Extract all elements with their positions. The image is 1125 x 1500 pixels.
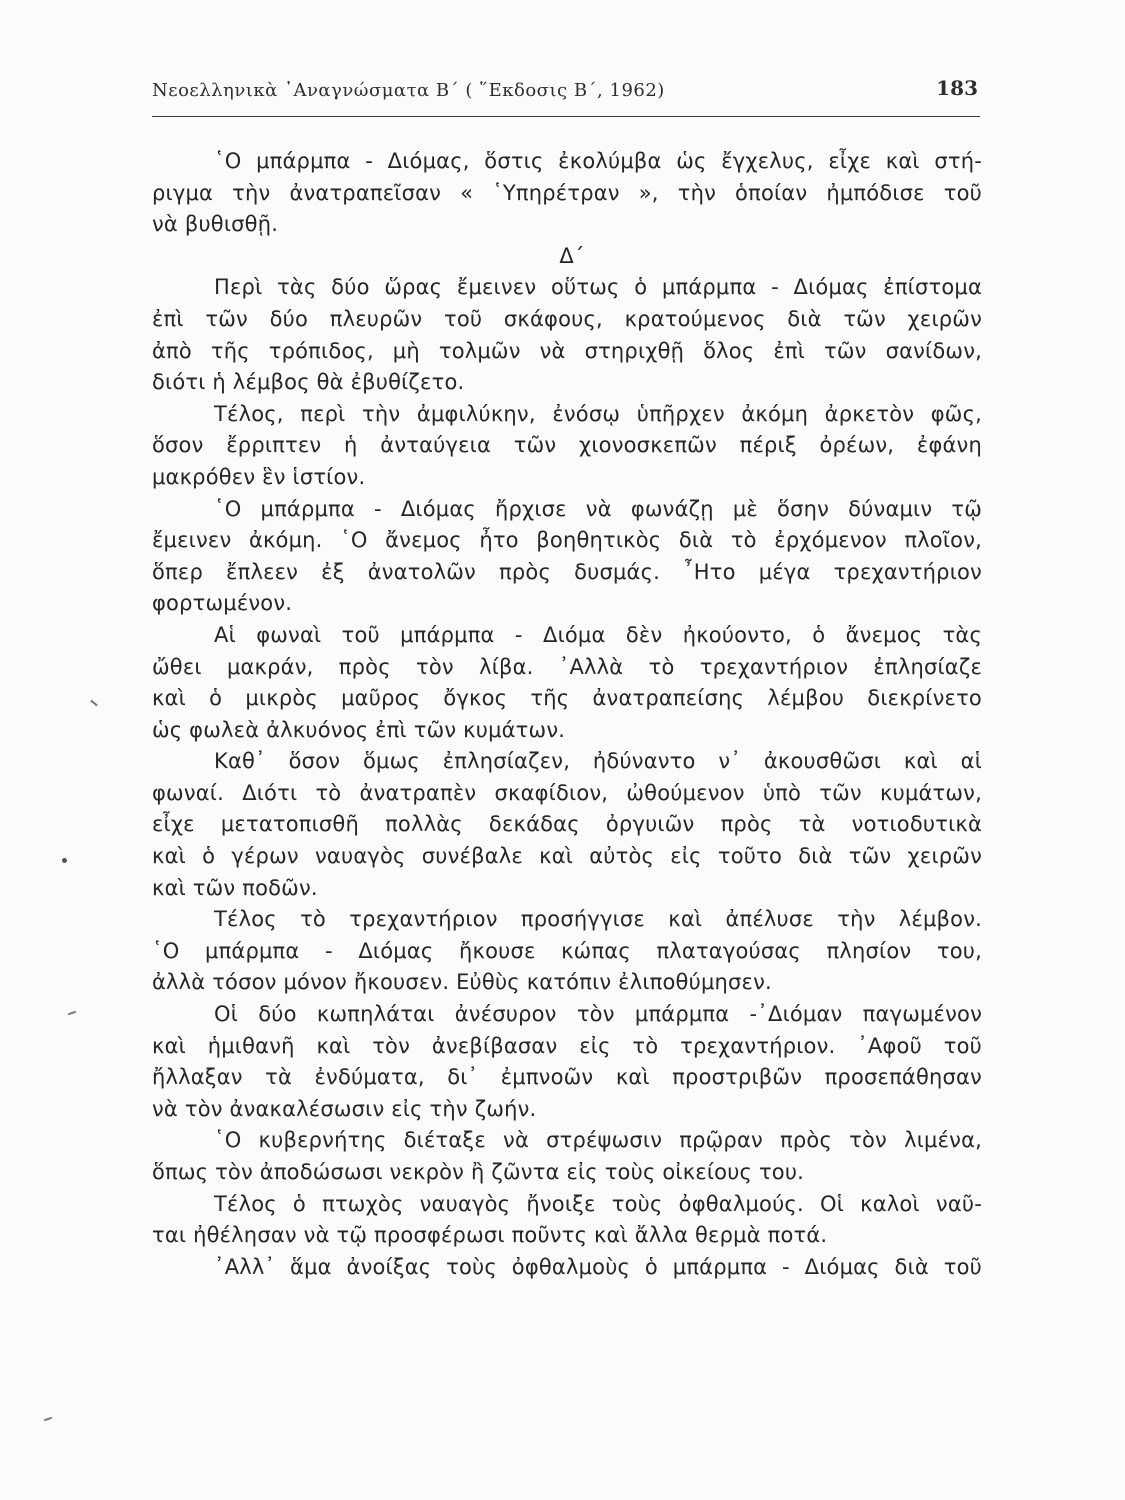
text-line: νὰ τὸν ἀνακαλέσωσιν εἰς τὴν ζωήν. xyxy=(152,1096,537,1121)
text-line: ἔμεινεν ἀκόμη. ῾Ο ἄνεμος ἦτο βοηθητικὸς διὰ τὸ ἐρχόμενον πλοῖον, xyxy=(152,528,982,553)
ink-speck xyxy=(62,858,67,863)
scan-mark xyxy=(90,700,97,707)
text-line: ριγμα τὴν ἀνατραπεῖσαν « ῾Υπηρέτραν », τὴν ὁποίαν ἠμπόδισε τοῦ xyxy=(152,180,982,205)
paragraph xyxy=(152,1189,982,1221)
body-text xyxy=(152,146,982,1283)
page-number: 183 xyxy=(936,76,978,100)
text-line: καὶ ὁ μικρὸς μαῦρος ὄγκος τῆς ἀνατραπείσης λέμβου διεκρίνετο xyxy=(152,686,982,711)
section-heading: Δ΄ xyxy=(559,243,585,268)
running-header xyxy=(152,76,980,117)
paragraph-end xyxy=(152,367,982,399)
paragraph xyxy=(152,620,982,715)
paragraph xyxy=(152,746,982,872)
text-line: ἀπὸ τῆς τρόπιδος, μὴ τολμῶν νὰ στηριχθῇ ὅλος ἐπὶ τῶν σανίδων, xyxy=(152,338,982,363)
text-line: φωναί. Διότι τὸ ἀνατραπὲν σκαφίδιον, ὠθούμενον ὑπὸ τῶν κυμάτων, xyxy=(152,780,982,805)
paragraph xyxy=(152,494,982,589)
text-line: Τέλος τὸ τρεχαντήριον προσήγγισε καὶ ἀπέλυσε τὴν λέμβον. xyxy=(214,907,982,932)
text-line: εἶχε μετατοπισθῆ πολλὰς δεκάδας ὀργυιῶν πρὸς τὰ νοτιοδυτικὰ xyxy=(152,812,982,837)
paragraph xyxy=(152,146,982,209)
text-line: ὡς φωλεὰ ἀλκυόνος ἐπὶ τῶν κυμάτων. xyxy=(152,717,566,742)
text-line: ὅπερ ἔπλεεν ἐξ ἀνατολῶν πρὸς δυσμάς. ῏Ητο μέγα τρεχαντήριον xyxy=(152,559,982,584)
text-line: νὰ βυθισθῇ. xyxy=(152,212,279,237)
paragraph xyxy=(152,399,982,462)
text-line: Τέλος, περὶ τὴν ἀμφιλύκην, ἐνόσῳ ὑπῆρχεν ἀκόμη ἀρκετὸν φῶς, xyxy=(214,401,982,426)
paragraph-end xyxy=(152,1157,982,1189)
text-line: ἀλλὰ τόσον μόνον ἤκουσεν. Εὐθὺς κατόπιν ἐλιποθύμησεν. xyxy=(152,970,772,995)
paragraph xyxy=(152,999,982,1094)
text-line: καὶ ἡμιθανῆ καὶ τὸν ἀνεβίβασαν εἰς τὸ τρεχαντήριον. ᾿Αφοῦ τοῦ xyxy=(152,1033,982,1058)
scan-mark xyxy=(68,1011,76,1016)
text-line: Τέλος ὁ πτωχὸς ναυαγὸς ἤνοιξε τοὺς ὀφθαλμούς. Οἱ καλοὶ ναῦ- xyxy=(214,1191,982,1216)
text-line: ὅπως τὸν ἀποδώσωσι νεκρὸν ἢ ζῶντα εἰς τοὺς οἰκείους του. xyxy=(152,1160,805,1184)
paragraph-end xyxy=(152,967,982,999)
text-line: ται ἠθέλησαν νὰ τῷ προσφέρωσι ποῦντς καὶ ἄλλα θερμὰ ποτά. xyxy=(152,1223,828,1248)
paragraph xyxy=(152,272,982,367)
text-line: Καθ᾿ ὅσον ὅμως ἐπλησίαζεν, ἠδύναντο ν᾿ ἀκουσθῶσι καὶ αἱ xyxy=(214,749,982,774)
header-title: Νεοελληνικὰ ᾿Αναγνώσματα Β΄ ( ῞Εκδοσις Β΄, 1962) xyxy=(152,80,665,101)
text-line: καὶ τῶν ποδῶν. xyxy=(152,875,318,900)
scan-mark xyxy=(44,1417,52,1422)
text-line: ἐπὶ τῶν δύο πλευρῶν τοῦ σκάφους, κρατούμενος διὰ τῶν χειρῶν xyxy=(152,306,982,331)
text-line: διότι ἡ λέμβος θὰ ἐβυθίζετο. xyxy=(152,370,465,395)
text-line: ᾿Αλλ᾿ ἅμα ἀνοίξας τοὺς ὀφθαλμοὺς ὁ μπάρμπα - Διόμας διὰ τοῦ xyxy=(214,1254,982,1279)
paragraph xyxy=(152,1252,982,1284)
text-line: ἤλλαξαν τὰ ἐνδύματα, δι᾿ ἐμπνοῶν καὶ προστριβῶν προσεπάθησαν xyxy=(152,1065,982,1090)
paragraph-end xyxy=(152,588,982,620)
text-line: ὤθει μακράν, πρὸς τὸν λίβα. ᾿Αλλὰ τὸ τρεχαντήριον ἐπλησίαζε xyxy=(152,654,982,679)
paragraph-end xyxy=(152,462,982,494)
text-line: καὶ ὁ γέρων ναυαγὸς συνέβαλε καὶ αὐτὸς εἰς τοῦτο διὰ τῶν χειρῶν xyxy=(152,844,982,869)
text-line: ὅσον ἔρριπτεν ἡ ἀνταύγεια τῶν χιονοσκεπῶν πέριξ ὀρέων, ἐφάνη xyxy=(152,433,982,458)
text-line: Οἱ δύο κωπηλάται ἀνέσυρον τὸν μπάρμπα -᾿Διόμαν παγωμένον xyxy=(214,1002,982,1027)
text-line: ῾Ο μπάρμπα - Διόμας ἤκουσε κώπας πλαταγούσας πλησίον του, xyxy=(152,938,982,963)
text-line: ῾Ο μπάρμπα - Διόμας, ὅστις ἐκολύμβα ὡς ἔγχελυς, εἶχε καὶ στή- xyxy=(214,149,982,173)
paragraph-end xyxy=(152,1094,982,1126)
paragraph-end xyxy=(152,715,982,747)
text-line: μακρόθεν ἓν ἱστίον. xyxy=(152,464,366,489)
paragraph xyxy=(152,1125,982,1157)
paragraph xyxy=(152,904,982,967)
text-line: Περὶ τὰς δύο ὥρας ἔμεινεν οὕτως ὁ μπάρμπα - Διόμας ἐπίστομα xyxy=(214,275,982,300)
paragraph-end xyxy=(152,873,982,905)
text-line: φορτωμένον. xyxy=(152,591,293,616)
text-line: Αἱ φωναὶ τοῦ μπάρμπα - Διόμα δὲν ἠκούοντο, ὁ ἄνεμος τὰς xyxy=(214,622,982,647)
paragraph-end xyxy=(152,1220,982,1252)
text-line: ῾Ο μπάρμπα - Διόμας ἤρχισε νὰ φωνάζῃ μὲ ὅσην δύναμιν τῷ xyxy=(214,496,982,521)
text-line: ῾Ο κυβερνήτης διέταξε νὰ στρέψωσιν πρῷραν πρὸς τὸν λιμένα, xyxy=(214,1128,982,1153)
paragraph-end xyxy=(152,209,982,241)
